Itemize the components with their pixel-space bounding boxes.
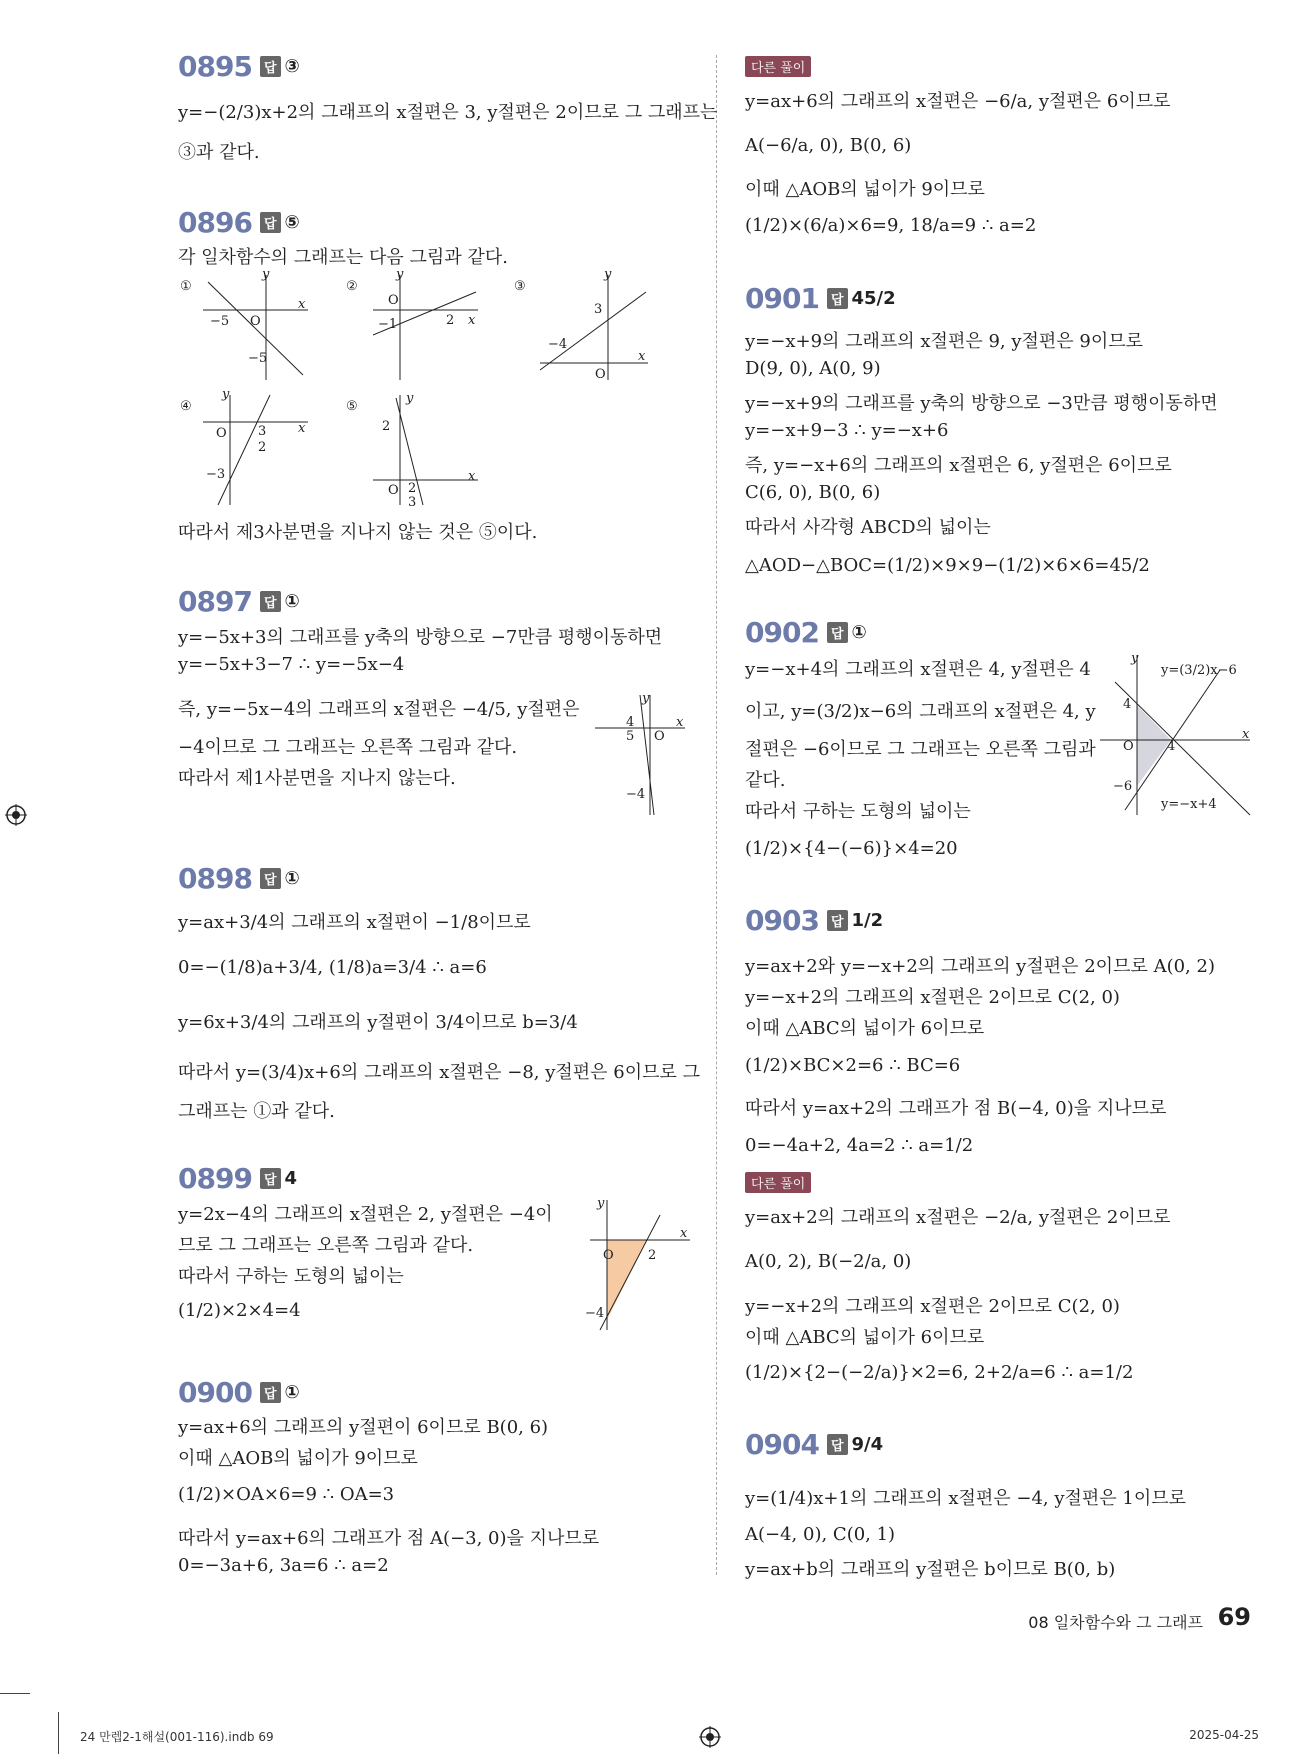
tick-label: 3 bbox=[594, 302, 603, 317]
text-line: 즉, y=−5x−4의 그래프의 x절편은 −4/5, y절편은 bbox=[178, 699, 580, 720]
x-label: x bbox=[638, 349, 646, 364]
text-line: 절편은 −6이므로 그 그래프는 오른쪽 그림과 bbox=[745, 739, 1096, 760]
text-line: y=ax+b의 그래프의 y절편은 b이므로 B(0, b) bbox=[745, 1559, 1116, 1580]
text-line: 따라서 구하는 도형의 넓이는 bbox=[178, 1266, 404, 1287]
answer: 1/2 bbox=[851, 910, 884, 931]
text-line: 따라서 y=ax+2의 그래프가 점 B(−4, 0)을 지나므로 bbox=[745, 1098, 1167, 1119]
answer: ① bbox=[284, 1382, 300, 1403]
problem-0897 bbox=[178, 585, 300, 618]
tick-label: −6 bbox=[1113, 779, 1133, 794]
x-label: x bbox=[468, 469, 476, 484]
page-number: 69 bbox=[1217, 1603, 1251, 1631]
text-line: y=−x+9−3 ∴ y=−x+6 bbox=[745, 420, 949, 441]
origin-label: O bbox=[595, 367, 606, 382]
tick-label: −4 bbox=[626, 787, 646, 802]
answer-tag: 답 bbox=[260, 56, 281, 77]
answer: 9/4 bbox=[851, 1434, 884, 1455]
text-line: y=−x+2의 그래프의 x절편은 2이므로 C(2, 0) bbox=[745, 987, 1120, 1008]
graph-label: ① bbox=[180, 279, 192, 294]
answer: ① bbox=[284, 868, 300, 889]
graph-0897 bbox=[590, 690, 690, 820]
text-line: 이때 △AOB의 넓이가 9이므로 bbox=[178, 1448, 418, 1469]
tick-label: −3 bbox=[206, 467, 226, 482]
text-line: 이때 △ABC의 넓이가 6이므로 bbox=[745, 1018, 985, 1039]
y-label: y bbox=[642, 691, 650, 706]
y-label: y bbox=[406, 391, 414, 406]
origin-label: O bbox=[1123, 739, 1134, 754]
x-label: x bbox=[676, 715, 684, 730]
answer: 4 bbox=[284, 1168, 298, 1189]
text-line: y=−(2/3)x+2의 그래프의 x절편은 3, y절편은 2이므로 그 그래프는 bbox=[178, 102, 718, 123]
text-line: 그래프는 ①과 같다. bbox=[178, 1101, 335, 1122]
line-label: y=(3/2)x−6 bbox=[1161, 663, 1237, 678]
text-line: 이때 △AOB의 넓이가 9이므로 bbox=[745, 179, 985, 200]
answer-tag: 답 bbox=[260, 868, 281, 889]
text-line: 따라서 구하는 도형의 넓이는 bbox=[745, 801, 971, 822]
text-line: (1/2)×{2−(−2/a)}×2=6, 2+2/a=6 ∴ a=1/2 bbox=[745, 1362, 1134, 1383]
tick-label: 2 bbox=[648, 1248, 657, 1263]
text-line: 0=−4a+2, 4a=2 ∴ a=1/2 bbox=[745, 1135, 974, 1156]
shaded-triangle bbox=[1137, 705, 1171, 786]
text-line: 따라서 y=ax+6의 그래프가 점 A(−3, 0)을 지나므로 bbox=[178, 1528, 600, 1549]
tick-label: −5 bbox=[248, 351, 268, 366]
tick-label: −5 bbox=[210, 314, 230, 329]
y-label: y bbox=[396, 270, 404, 282]
y-label: y bbox=[1131, 651, 1139, 666]
chapter-title: 08 일차함수와 그 그래프 bbox=[1028, 1613, 1203, 1632]
problem-0895 bbox=[178, 50, 300, 83]
tick-label: 2 bbox=[446, 313, 455, 328]
text-line: (1/2)×2×4=4 bbox=[178, 1300, 301, 1321]
text-line: (1/2)×BC×2=6 ∴ BC=6 bbox=[745, 1055, 961, 1076]
text-line: y=2x−4의 그래프의 x절편은 2, y절편은 −4이 bbox=[178, 1204, 553, 1225]
answer-tag: 답 bbox=[827, 1434, 848, 1455]
text-line: 즉, y=−x+6의 그래프의 x절편은 6, y절편은 6이므로 bbox=[745, 455, 1172, 476]
text-line: A(−4, 0), C(0, 1) bbox=[745, 1524, 896, 1545]
answer: 45/2 bbox=[851, 288, 896, 309]
origin-label: O bbox=[388, 483, 399, 498]
problem-number: 0895 bbox=[178, 50, 252, 83]
text-line: y=ax+2의 그래프의 x절편은 −2/a, y절편은 2이므로 bbox=[745, 1207, 1171, 1228]
registration-mark-icon bbox=[699, 1726, 721, 1748]
problem-number: 0902 bbox=[745, 616, 819, 649]
text-line: y=ax+6의 그래프의 x절편은 −6/a, y절편은 6이므로 bbox=[745, 91, 1171, 112]
problem-number: 0900 bbox=[178, 1376, 252, 1409]
origin-label: O bbox=[388, 293, 399, 308]
alt-solution-label: 다른 풀이 bbox=[745, 56, 811, 77]
text-line: y=ax+3/4의 그래프의 x절편이 −1/8이므로 bbox=[178, 912, 531, 933]
problem-0896 bbox=[178, 206, 300, 239]
tick-label: −1 bbox=[378, 317, 398, 332]
text-line: A(−6/a, 0), B(0, 6) bbox=[745, 135, 912, 156]
text-line: y=−x+9의 그래프를 y축의 방향으로 −3만큼 평행이동하면 bbox=[745, 393, 1218, 414]
origin-label: O bbox=[654, 729, 665, 744]
y-label: y bbox=[604, 270, 612, 282]
answer-tag: 답 bbox=[827, 622, 848, 643]
text-line: 각 일차함수의 그래프는 다음 그림과 같다. bbox=[178, 247, 508, 268]
problem-0902 bbox=[745, 616, 867, 649]
problem-number: 0896 bbox=[178, 206, 252, 239]
graph-0899 bbox=[585, 1195, 695, 1335]
problem-number: 0901 bbox=[745, 282, 819, 315]
crop-mark bbox=[58, 1712, 59, 1754]
y-label: y bbox=[262, 270, 270, 282]
answer-tag: 답 bbox=[260, 1168, 281, 1189]
origin-label: O bbox=[250, 314, 261, 329]
problem-0898 bbox=[178, 862, 300, 895]
text-line: 0=−3a+6, 3a=6 ∴ a=2 bbox=[178, 1555, 389, 1576]
text-line: D(9, 0), A(0, 9) bbox=[745, 358, 881, 379]
answer-tag: 답 bbox=[260, 212, 281, 233]
text-line: 따라서 제1사분면을 지나지 않는다. bbox=[178, 768, 456, 789]
text-line: y=ax+2와 y=−x+2의 그래프의 y절편은 2이므로 A(0, 2) bbox=[745, 956, 1215, 977]
graph-label: ③ bbox=[514, 279, 526, 294]
x-label: x bbox=[1242, 727, 1250, 742]
x-label: x bbox=[680, 1226, 688, 1241]
text-line: 따라서 사각형 ABCD의 넓이는 bbox=[745, 517, 991, 538]
problem-0904 bbox=[745, 1428, 883, 1461]
graph-label: ② bbox=[346, 279, 358, 294]
tick-label: 2 bbox=[258, 440, 267, 455]
problem-0903 bbox=[745, 904, 883, 937]
answer-tag: 답 bbox=[260, 1382, 281, 1403]
text-line: y=−x+4의 그래프의 x절편은 4, y절편은 4 bbox=[745, 659, 1091, 680]
tick-label: 5 bbox=[626, 729, 635, 744]
crop-mark bbox=[0, 1693, 30, 1694]
tick-label: 2 bbox=[408, 481, 417, 496]
answer: ① bbox=[284, 591, 300, 612]
graph-0902 bbox=[1095, 650, 1255, 820]
text-line: 이때 △ABC의 넓이가 6이므로 bbox=[745, 1327, 985, 1348]
text-line: y=−x+9의 그래프의 x절편은 9, y절편은 9이므로 bbox=[745, 331, 1144, 352]
tick-label: 4 bbox=[1167, 739, 1176, 754]
text-line: (1/2)×(6/a)×6=9, 18/a=9 ∴ a=2 bbox=[745, 215, 1037, 236]
text-line: y=ax+6의 그래프의 y절편이 6이므로 B(0, 6) bbox=[178, 1417, 549, 1438]
tick-label: −4 bbox=[548, 337, 568, 352]
problem-number: 0899 bbox=[178, 1162, 252, 1195]
x-label: x bbox=[468, 313, 476, 328]
answer: ⑤ bbox=[284, 212, 300, 233]
text-line: −4이므로 그 그래프는 오른쪽 그림과 같다. bbox=[178, 737, 518, 758]
registration-mark-icon bbox=[5, 804, 27, 826]
text-line: y=(1/4)x+1의 그래프의 x절편은 −4, y절편은 1이므로 bbox=[745, 1488, 1187, 1509]
text-line: 같다. bbox=[745, 770, 786, 791]
text-line: (1/2)×{4−(−6)}×4=20 bbox=[745, 838, 958, 859]
line-label: y=−x+4 bbox=[1161, 797, 1217, 812]
problem-number: 0898 bbox=[178, 862, 252, 895]
text-line: y=6x+3/4의 그래프의 y절편이 3/4이므로 b=3/4 bbox=[178, 1012, 578, 1033]
origin-label: O bbox=[216, 426, 227, 441]
text-line: y=−x+2의 그래프의 x절편은 2이므로 C(2, 0) bbox=[745, 1296, 1120, 1317]
text-line: 따라서 제3사분면을 지나지 않는 것은 ⑤이다. bbox=[178, 522, 538, 543]
graphs-0896 bbox=[178, 270, 678, 510]
tick-label: 4 bbox=[1123, 697, 1132, 712]
tick-label: −4 bbox=[585, 1306, 605, 1321]
graph-label: ⑤ bbox=[346, 399, 358, 414]
problem-number: 0904 bbox=[745, 1428, 819, 1461]
answer: ① bbox=[851, 622, 867, 643]
graph-line bbox=[540, 292, 646, 370]
text-line: A(0, 2), B(−2/a, 0) bbox=[745, 1251, 912, 1272]
problem-number: 0903 bbox=[745, 904, 819, 937]
problem-0901 bbox=[745, 282, 896, 315]
text-line: y=−5x+3의 그래프를 y축의 방향으로 −7만큼 평행이동하면 bbox=[178, 627, 663, 648]
text-line: 따라서 y=(3/4)x+6의 그래프의 x절편은 −8, y절편은 6이므로 그 bbox=[178, 1062, 701, 1083]
tick-label: 3 bbox=[408, 495, 417, 510]
print-date: 2025-04-25 bbox=[1189, 1728, 1259, 1742]
answer-tag: 답 bbox=[827, 910, 848, 931]
column-divider bbox=[716, 55, 717, 1575]
text-line: C(6, 0), B(0, 6) bbox=[745, 482, 881, 503]
x-label: x bbox=[298, 421, 306, 436]
answer: ③ bbox=[284, 56, 300, 77]
tick-label: 2 bbox=[382, 419, 391, 434]
text-line: ③과 같다. bbox=[178, 142, 260, 163]
alt-solution-label: 다른 풀이 bbox=[745, 1172, 811, 1193]
problem-0900 bbox=[178, 1376, 300, 1409]
graph-label: ④ bbox=[180, 399, 192, 414]
file-info: 24 만렙2-1해설(001-116).indb 69 bbox=[80, 1730, 274, 1744]
x-label: x bbox=[298, 297, 306, 312]
tick-label: 4 bbox=[626, 715, 635, 730]
problem-0899 bbox=[178, 1162, 297, 1195]
y-label: y bbox=[597, 1196, 605, 1211]
text-line: 0=−(1/8)a+3/4, (1/8)a=3/4 ∴ a=6 bbox=[178, 957, 487, 978]
text-line: 므로 그 그래프는 오른쪽 그림과 같다. bbox=[178, 1235, 474, 1256]
text-line: △AOD−△BOC=(1/2)×9×9−(1/2)×6×6=45/2 bbox=[745, 555, 1150, 576]
text-line: 이고, y=(3/2)x−6의 그래프의 x절편은 4, y bbox=[745, 701, 1096, 722]
text-line: (1/2)×OA×6=9 ∴ OA=3 bbox=[178, 1484, 395, 1505]
text-line: y=−5x+3−7 ∴ y=−5x−4 bbox=[178, 654, 405, 675]
problem-number: 0897 bbox=[178, 585, 252, 618]
answer-tag: 답 bbox=[260, 591, 281, 612]
tick-label: 3 bbox=[258, 424, 267, 439]
answer-tag: 답 bbox=[827, 288, 848, 309]
origin-label: O bbox=[603, 1248, 614, 1263]
y-label: y bbox=[222, 387, 230, 402]
